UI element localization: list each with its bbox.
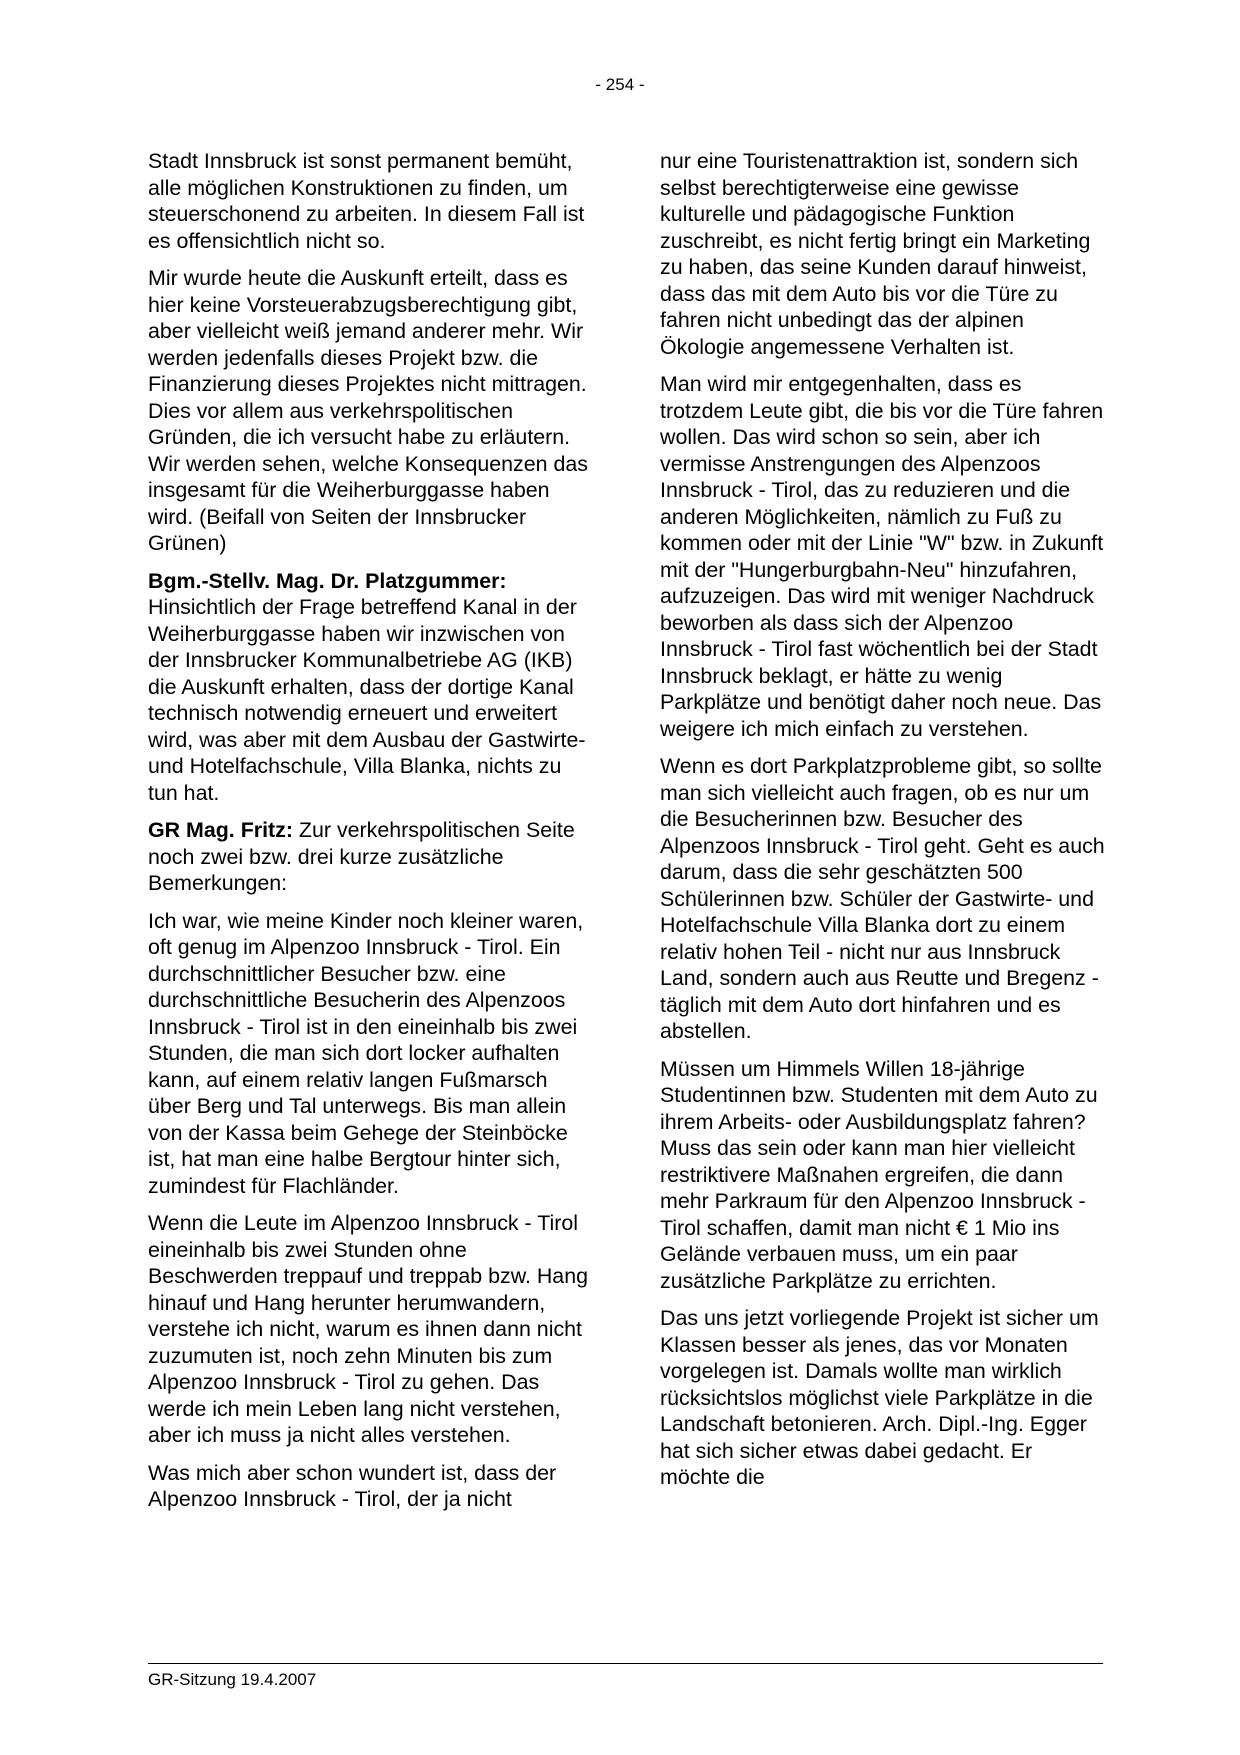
paragraph bbox=[148, 568, 593, 807]
footer-session-date: GR-Sitzung 19.4.2007 bbox=[148, 1670, 317, 1689]
paragraph: Ich war, wie meine Kinder noch kleiner waren, oft genug im Alpenzoo Innsbruck - Tirol. Ein durchschnittlicher Besucher bzw. eine durchschnittliche Besucherin des Alpenzoos Innsbruck - Tirol ist in den eineinhalb bis zwei Stunden, die man sich dort locker aufhalten kann, auf einem relativ langen Fußmarsch über Berg und Tal unterwegs. Bis man allein von der Kassa beim Gehege der Steinböcke ist, hat man eine halbe Bergtour hinter sich, zumindest für Flachländer. bbox=[148, 908, 584, 1198]
paragraph bbox=[148, 817, 593, 897]
paragraph: nur eine Touristenattraktion ist, sondern sich selbst berechtigterweise eine gewisse kulturelle und pädagogische Funktion zuschreibt, es nicht fertig bringt ein Marketing zu haben, das seine Kunden darauf hinweist, dass das mit dem Auto bis vor die Türe zu fahren nicht unbedingt das der alpinen Ökologie angemessene Verhalten ist. bbox=[660, 149, 1091, 359]
paragraph: Wenn die Leute im Alpenzoo Innsbruck - Tirol eineinhalb bis zwei Stunden ohne Beschwerden treppauf und treppab bzw. Hang hinauf und Hang herunter herumwandern, verstehe ich nicht, warum es ihnen dann nicht zuzumuten ist, noch zehn Minuten bis zum Alpenzoo Innsbruck - Tirol zu gehen. Das werde ich mein Leben lang nicht verstehen, aber ich muss ja nicht alles verstehen. bbox=[148, 1211, 588, 1447]
paragraph: Wenn es dort Parkplatzprobleme gibt, so sollte man sich vielleicht auch fragen, ob es nur um die Besucherinnen bzw. Besucher des Alpenzoos Innsbruck - Tirol geht. Geht es auch darum, dass die sehr geschätzten 500 Schülerinnen bzw. Schüler der Gastwirte- und Hotelfachschule Villa Blanka dort zu einem relativ hohen Teil - nicht nur aus Innsbruck Land, sondern auch aus Reutte und Bregenz - täglich mit dem Auto dort hinfahren und es abstellen. bbox=[660, 754, 1105, 1043]
footer-divider bbox=[148, 1663, 1103, 1664]
speech-text: Hinsichtlich der Frage betreffend Kanal in der Weiherburggasse haben wir inzwischen von der Innsbrucker Kommunalbetriebe AG (IKB) die Auskunft erhalten, dass der dortige Kanal technisch notwendig erneuert und erweitert wird, was aber mit dem Ausbau der Gastwirte- und Hotelfachschule, Villa Blanka, nichts zu tun hat. bbox=[148, 595, 586, 805]
paragraph: Man wird mir entgegenhalten, dass es trotzdem Leute gibt, die bis vor die Türe fahren wollen. Das wird schon so sein, aber ich vermisse Anstrengungen des Alpenzoos Innsbruck - Tirol, das zu reduzieren und die anderen Möglichkeiten, nämlich zu Fuß zu kommen oder mit der Linie "W" bzw. in Zukunft mit der "Hungerburgbahn-Neu" hinzufahren, aufzuzeigen. Das wird mit weniger Nachdruck beworben als dass sich der Alpenzoo Innsbruck - Tirol fast wöchentlich bei der Stadt Innsbruck beklagt, er hätte zu wenig Parkplätze und benötigt daher noch neue. Das weigere ich mich einfach zu verstehen. bbox=[660, 372, 1104, 741]
left-column bbox=[148, 148, 593, 1524]
paragraph: Müssen um Himmels Willen 18-jährige Studentinnen bzw. Studenten mit dem Auto zu ihrem Arbeits- oder Ausbildungsplatz fahren? Muss das sein oder kann man hier vielleicht restriktivere Maßnahen ergreifen, die dann mehr Parkraum für den Alpenzoo Innsbruck - Tirol schaffen, damit man nicht € 1 Mio ins Gelände verbauen muss, um ein paar zusätzliche Parkplätze zu errichten. bbox=[660, 1056, 1098, 1293]
speaker-name: Bgm.-Stellv. Mag. Dr. Platzgummer: bbox=[148, 568, 507, 593]
paragraph: Stadt Innsbruck ist sonst permanent bemüht, alle möglichen Konstruktionen zu finden, um steuerschonend zu arbeiten. In diesem Fall ist es offensichtlich nicht so. bbox=[148, 149, 585, 253]
paragraph: Das uns jetzt vorliegende Projekt ist sicher um Klassen besser als jenes, das vor Monaten vorgelegen ist. Damals wollte man wirklich rücksichtslos möglichst viele Parkplätze in die Landschaft betonieren. Arch. Dipl.-Ing. Egger hat sich sicher etwas dabei gedacht. Er möchte die bbox=[660, 1306, 1099, 1489]
speaker-name: GR Mag. Fritz: bbox=[148, 818, 293, 842]
speech-text: Zur verkehrspolitischen Seite noch zwei bzw. drei kurze zusätzliche Bemerkungen: bbox=[148, 818, 575, 895]
paragraph: Was mich aber schon wundert ist, dass der Alpenzoo Innsbruck - Tirol, der ja nicht bbox=[148, 1460, 557, 1511]
right-column bbox=[660, 148, 1105, 1502]
page-number: - 254 - bbox=[595, 75, 645, 94]
paragraph: Mir wurde heute die Auskunft erteilt, dass es hier keine Vorsteuerabzugsberechtigung gibt, aber vielleicht weiß jemand anderer mehr. Wir werden jedenfalls dieses Projekt bzw. die Finanzierung dieses Projektes nicht mittragen. Dies vor allem aus verkehrspolitischen Gründen, die ich versucht habe zu erläutern. Wir werden sehen, welche Konsequenzen das insgesamt für die Weiherburggasse haben wird. (Beifall von Seiten der Innsbrucker Grünen) bbox=[148, 266, 588, 555]
